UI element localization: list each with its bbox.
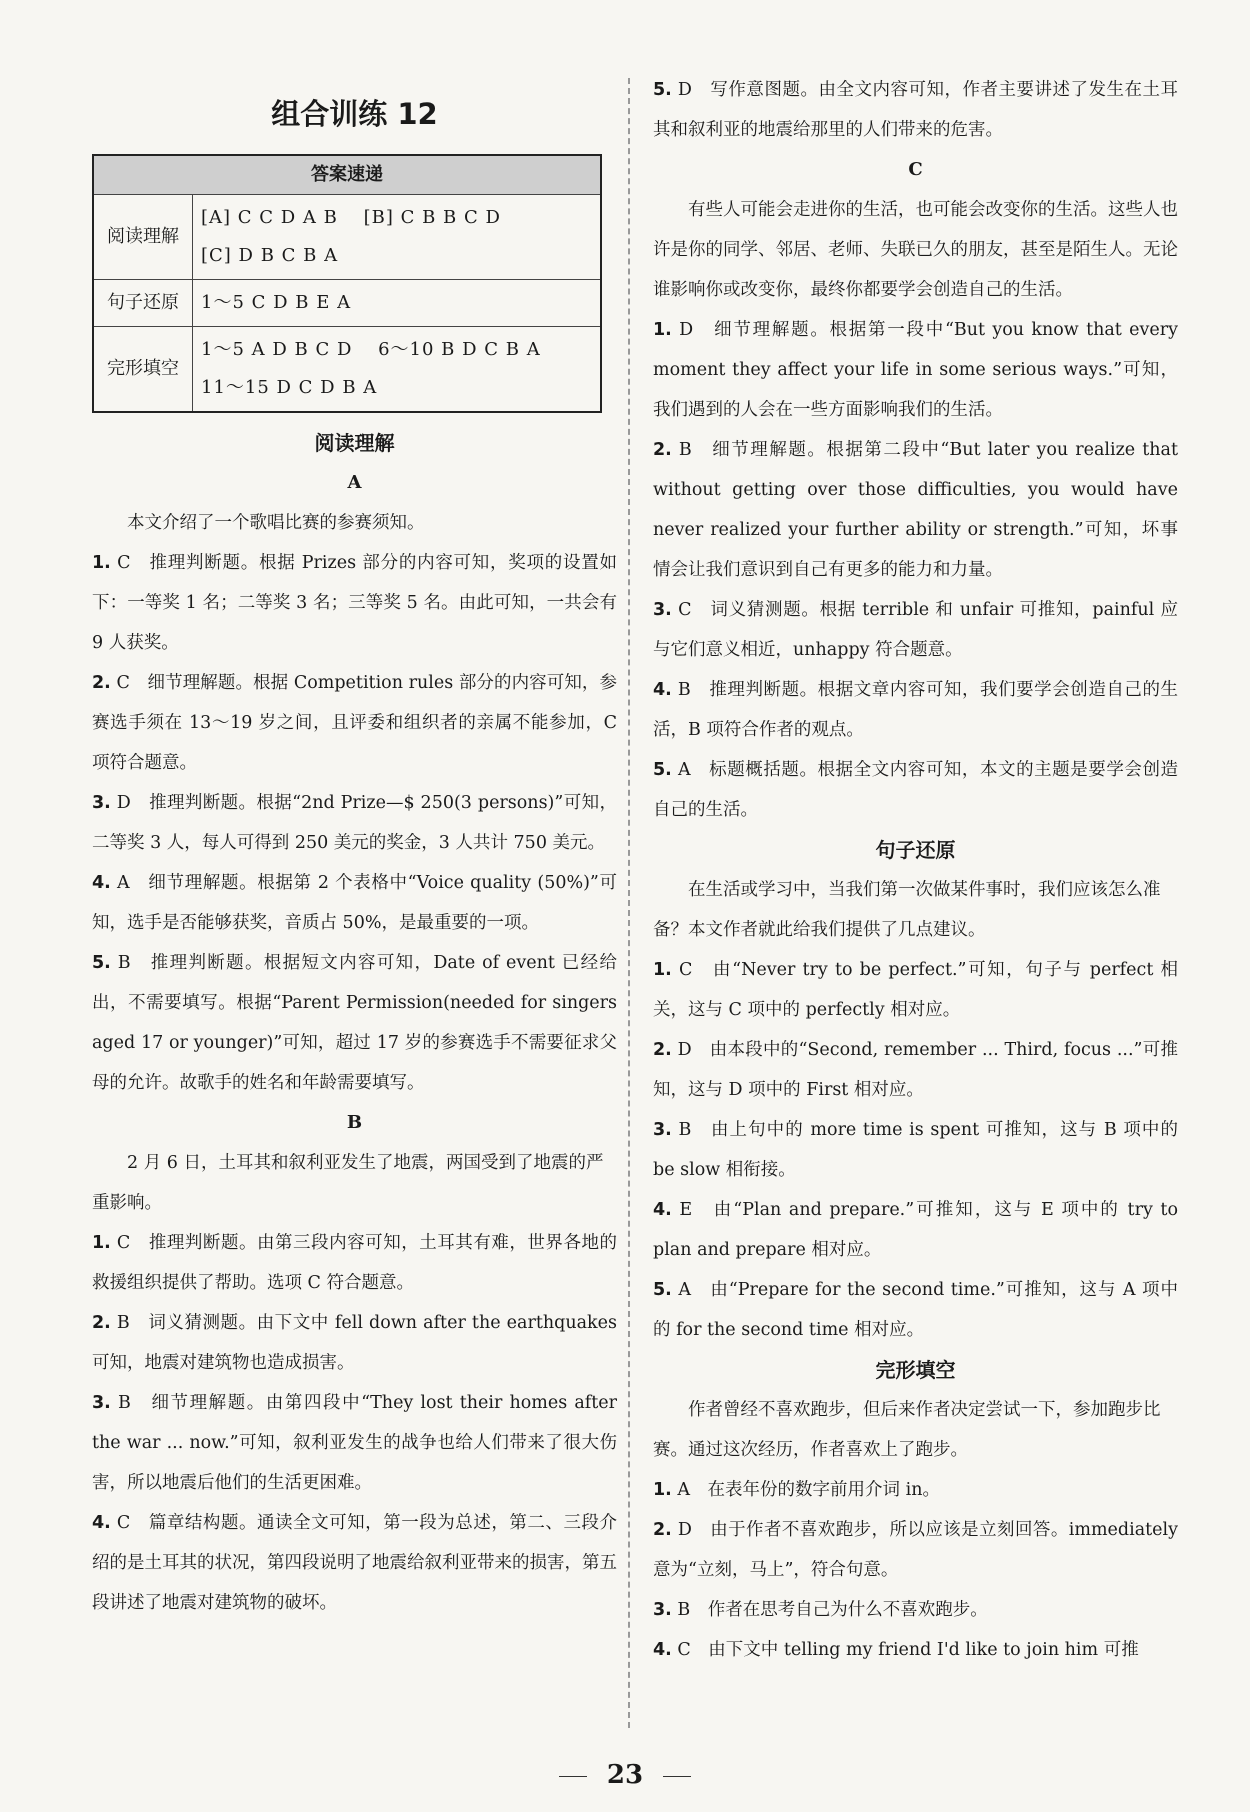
item-text: B 细节理解题。由第四段中“They lost their homes after the war ... now.”可知，叙利亚发生的战争也给人们带来了很大伤害，所以地震后他们的生活更困难。 bbox=[92, 1393, 617, 1493]
passage-label-a: A bbox=[347, 472, 362, 493]
answer-line: 1～5 C D B E A bbox=[201, 292, 352, 313]
answer-item bbox=[653, 670, 1178, 750]
item-text: B 推理判断题。根据短文内容可知，Date of event 已经给出，不需要填写。根据“Parent Permission(needed for singers aged 17 or younger)”可知，超过 17 岁的参赛选手不需要征求父母的允许。故歌手的姓名和年龄需要填写。 bbox=[92, 953, 617, 1093]
item-number: 4. bbox=[92, 873, 111, 893]
item-number: 3. bbox=[653, 600, 672, 620]
item-number: 4. bbox=[653, 680, 672, 700]
page-number bbox=[0, 1760, 1250, 1790]
page-number-dash bbox=[559, 1776, 587, 1777]
item-text: A 由“Prepare for the second time.”可推知，这与 A 项中的 for the second time 相对应。 bbox=[653, 1280, 1178, 1340]
answer-item bbox=[92, 1383, 617, 1503]
item-text: B 推理判断题。根据文章内容可知，我们要学会创造自己的生活，B 项符合作者的观点。 bbox=[653, 680, 1178, 740]
answer-item bbox=[92, 543, 617, 663]
page-number-text: 23 bbox=[606, 1760, 644, 1790]
answer-item bbox=[653, 750, 1178, 830]
item-number: 2. bbox=[92, 1313, 111, 1333]
answer-item bbox=[653, 1110, 1178, 1190]
answer-line: [A] C C D A B [B] C B B C D bbox=[201, 207, 501, 228]
item-number: 3. bbox=[92, 793, 111, 813]
page-number-dash bbox=[663, 1776, 691, 1777]
answer-row-value bbox=[193, 280, 602, 327]
item-text: D 写作意图题。由全文内容可知，作者主要讲述了发生在土耳其和叙利亚的地震给那里的人们带来的危害。 bbox=[653, 80, 1178, 140]
item-text: C 推理判断题。由第三段内容可知，土耳其有难，世界各地的救援组织提供了帮助。选项 C 符合题意。 bbox=[92, 1233, 617, 1293]
item-text: E 由“Plan and prepare.”可推知，这与 E 项中的 try to plan and prepare 相对应。 bbox=[653, 1200, 1178, 1260]
answer-line: [C] D B C B A bbox=[201, 245, 339, 266]
answer-item bbox=[653, 310, 1178, 430]
item-number: 1. bbox=[653, 960, 672, 980]
answer-item bbox=[92, 1303, 617, 1383]
answer-item bbox=[653, 1630, 1178, 1670]
item-text: C 篇章结构题。通读全文可知，第一段为总述，第二、三段介绍的是土耳其的状况，第四段说明了地震给叙利亚带来的损害，第五段讲述了地震对建筑物的破坏。 bbox=[92, 1513, 617, 1613]
item-text: D 推理判断题。根据“2nd Prize—$ 250(3 persons)”可知，二等奖 3 人，每人可得到 250 美元的奖金，3 人共计 750 美元。 bbox=[92, 793, 617, 853]
answer-item bbox=[653, 1470, 1178, 1510]
answer-item bbox=[92, 663, 617, 783]
item-number: 2. bbox=[653, 1520, 672, 1540]
item-number: 3. bbox=[653, 1600, 672, 1620]
item-number: 1. bbox=[92, 1233, 111, 1253]
item-text: D 细节理解题。根据第一段中“But you know that every moment they affect your life in some serious ways.”可知，我们遇到的人会在一些方面影响我们的生活。 bbox=[653, 320, 1178, 420]
item-number: 2. bbox=[653, 1040, 672, 1060]
item-text: C 词义猜测题。根据 terrible 和 unfair 可推知，painful 应与它们意义相近，unhappy 符合题意。 bbox=[653, 600, 1178, 660]
item-text: C 由“Never try to be perfect.”可知，句子与 perfect 相关，这与 C 项中的 perfectly 相对应。 bbox=[653, 960, 1178, 1020]
item-number: 5. bbox=[653, 80, 672, 100]
item-text: B 词义猜测题。由下文中 fell down after the earthquakes 可知，地震对建筑物也造成损害。 bbox=[92, 1313, 617, 1373]
answer-item bbox=[653, 1510, 1178, 1590]
answer-row-value bbox=[193, 195, 602, 280]
answer-item bbox=[653, 1030, 1178, 1110]
section-heading-cloze: 完形填空 bbox=[875, 1358, 956, 1382]
answer-line: 1～5 A D B C D 6～10 B D C B A bbox=[201, 339, 541, 360]
item-number: 1. bbox=[653, 1480, 672, 1500]
section-heading-reading: 阅读理解 bbox=[314, 431, 395, 455]
answer-line: 11～15 D C D B A bbox=[201, 377, 378, 398]
answer-row-label: 句子还原 bbox=[93, 280, 193, 327]
item-text: C 由下文中 telling my friend I'd like to join him 可推 bbox=[671, 1640, 1139, 1660]
answer-table bbox=[92, 154, 602, 413]
item-text: B 作者在思考自己为什么不喜欢跑步。 bbox=[671, 1600, 988, 1620]
passage-intro-b: 2 月 6 日，土耳其和叙利亚发生了地震，两国受到了地震的严重影响。 bbox=[92, 1153, 604, 1213]
item-number: 4. bbox=[653, 1200, 672, 1220]
passage-label-b: B bbox=[346, 1112, 363, 1133]
item-text: A 细节理解题。根据第 2 个表格中“Voice quality (50%)”可知，选手是否能够获奖，音质占 50%，是最重要的一项。 bbox=[92, 873, 617, 933]
item-number: 4. bbox=[92, 1513, 111, 1533]
item-number: 1. bbox=[92, 553, 111, 573]
answer-item bbox=[653, 950, 1178, 1030]
answer-row-value bbox=[193, 327, 602, 413]
answer-item bbox=[92, 783, 617, 863]
item-number: 3. bbox=[92, 1393, 111, 1413]
answer-item bbox=[653, 1190, 1178, 1270]
item-number: 1. bbox=[653, 320, 672, 340]
item-text: A 在表年份的数字前用介词 in。 bbox=[671, 1480, 940, 1500]
item-number: 2. bbox=[92, 673, 111, 693]
left-column bbox=[92, 70, 617, 1623]
passage-label-c: C bbox=[908, 159, 923, 180]
item-text: D 由本段中的“Second, remember ... Third, focus ...”可推知，这与 D 项中的 First 相对应。 bbox=[653, 1040, 1178, 1100]
item-number: 4. bbox=[653, 1640, 672, 1660]
answer-item bbox=[92, 863, 617, 943]
answer-table-header: 答案速递 bbox=[93, 155, 601, 195]
item-text: B 由上句中的 more time is spent 可推知，这与 B 项中的 be slow 相衔接。 bbox=[653, 1120, 1178, 1180]
answer-row bbox=[93, 280, 601, 327]
item-number: 3. bbox=[653, 1120, 672, 1140]
item-number: 5. bbox=[653, 760, 672, 780]
answer-item bbox=[92, 1503, 617, 1623]
right-column bbox=[653, 70, 1178, 1670]
answer-row-label: 完形填空 bbox=[93, 327, 193, 413]
answer-item bbox=[92, 943, 617, 1103]
page-title: 组合训练 12 bbox=[271, 97, 438, 131]
section-heading-sentence: 句子还原 bbox=[875, 838, 956, 862]
item-number: 5. bbox=[92, 953, 111, 973]
item-text: D 由于作者不喜欢跑步，所以应该是立刻回答。immediately 意为“立刻，马上”，符合句意。 bbox=[653, 1520, 1178, 1580]
section-intro-cloze: 作者曾经不喜欢跑步，但后来作者决定尝试一下，参加跑步比赛。通过这次经历，作者喜欢上了跑步。 bbox=[653, 1400, 1161, 1460]
answer-row bbox=[93, 327, 601, 413]
passage-intro-a: 本文介绍了一个歌唱比赛的参赛须知。 bbox=[127, 513, 425, 533]
answer-item bbox=[653, 1590, 1178, 1630]
answer-item bbox=[92, 1223, 617, 1303]
answer-item bbox=[653, 1270, 1178, 1350]
item-number: 5. bbox=[653, 1280, 672, 1300]
passage-intro-c: 有些人可能会走进你的生活，也可能会改变你的生活。这些人也许是你的同学、邻居、老师、失联已久的朋友，甚至是陌生人。无论谁影响你或改变你，最终你都要学会创造自己的生活。 bbox=[653, 200, 1178, 300]
answer-row-label: 阅读理解 bbox=[93, 195, 193, 280]
item-text: B 细节理解题。根据第二段中“But later you realize that without getting over those difficulties, you would have never realized your further ability or strength.”可知，坏事情会让我们意识到自己有更多的能力和力量。 bbox=[653, 440, 1178, 580]
answer-item bbox=[653, 590, 1178, 670]
item-text: C 细节理解题。根据 Competition rules 部分的内容可知，参赛选手须在 13～19 岁之间，且评委和组织者的亲属不能参加，C 项符合题意。 bbox=[92, 673, 617, 773]
item-number: 2. bbox=[653, 440, 672, 460]
answer-item bbox=[653, 430, 1178, 590]
column-divider bbox=[628, 78, 630, 1728]
answer-row bbox=[93, 195, 601, 280]
answer-item bbox=[653, 70, 1178, 150]
section-intro-sentence: 在生活或学习中，当我们第一次做某件事时，我们应该怎么准备？本文作者就此给我们提供了几点建议。 bbox=[653, 880, 1161, 940]
item-text: C 推理判断题。根据 Prizes 部分的内容可知，奖项的设置如下：一等奖 1 名；二等奖 3 名；三等奖 5 名。由此可知，一共会有 9 人获奖。 bbox=[92, 553, 617, 653]
item-text: A 标题概括题。根据全文内容可知，本文的主题是要学会创造自己的生活。 bbox=[653, 760, 1178, 820]
